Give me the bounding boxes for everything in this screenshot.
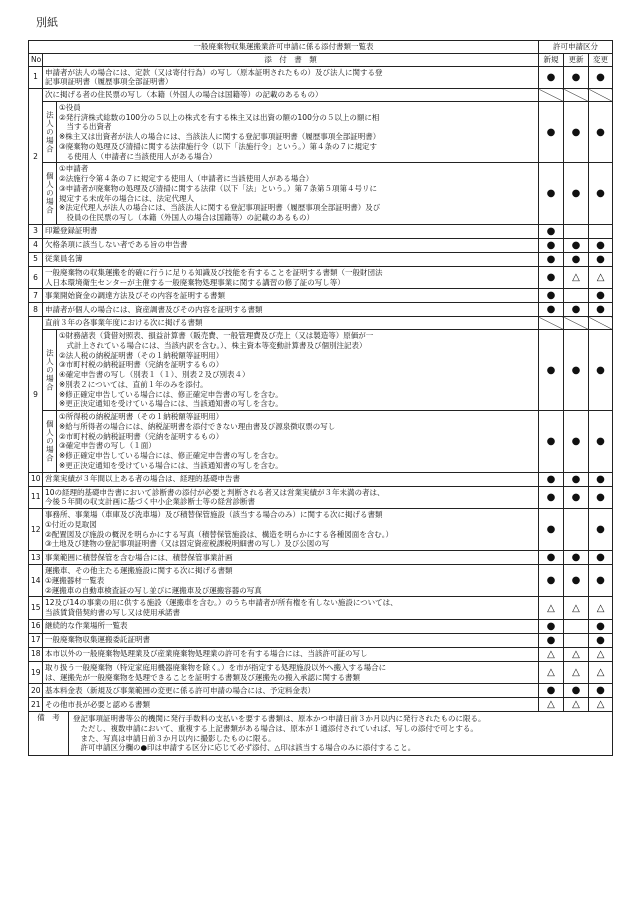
row-number: 17 — [29, 633, 43, 647]
row-number: 18 — [29, 647, 43, 661]
description-line: 従業員名簿 — [45, 254, 83, 264]
description-line: ②法施行令第４条の７に規定する使用人（申請者に当該使用人がある場合） — [59, 174, 314, 183]
mark-renew: ● — [564, 551, 589, 565]
mark-renew: ● — [564, 684, 589, 698]
table-row — [29, 619, 613, 633]
row-number: 2 — [29, 89, 43, 225]
table-row — [29, 266, 613, 289]
description-line: は、運搬先が一般廃棄物を処理できることを証明する書類及び運搬先の搬入承認に関する書類 — [45, 672, 360, 682]
row-number: 16 — [29, 619, 43, 633]
table-row — [29, 66, 613, 89]
row-number: 11 — [29, 486, 43, 509]
table-row — [29, 698, 613, 712]
mark-renew: △ — [564, 647, 589, 661]
mark-change: ● — [589, 565, 613, 597]
description-line: ②発行済株式総数の100分の５以上の株式を有する株主又は出資の額の100分の５以上の額に相 — [59, 112, 380, 122]
mark-change: ● — [589, 472, 613, 486]
mark-renew: ● — [564, 486, 589, 509]
mark-renew: ● — [564, 330, 589, 411]
mark-change: △ — [589, 698, 613, 712]
description-line: ①付近の見取図 — [45, 519, 97, 529]
mark-change — [589, 224, 613, 238]
corp-label: 法人の場合 — [43, 330, 57, 411]
mark-change: △ — [589, 597, 613, 620]
mark-new: ● — [539, 66, 564, 89]
remarks-line: ただし、複数申請において、重複する上記書類がある場合は、原本が１通添付されていれば、写しの添付で可とする。 — [73, 723, 478, 733]
col-docs: 添 付 書 類 — [43, 53, 539, 66]
table-row — [29, 224, 613, 238]
description-line: ①所得税の納税証明書（その１納税額等証明用） — [59, 412, 224, 421]
row-number: 7 — [29, 289, 43, 303]
table-row — [29, 89, 613, 102]
row-number: 12 — [29, 509, 43, 551]
table-row — [29, 565, 613, 597]
document-description — [57, 163, 539, 225]
row-number: 15 — [29, 597, 43, 620]
description-line: ②配置図及び施設の概況を明らかにする写真（積替保管施設は、構造を明らかにする各種図面を含む。） — [45, 529, 393, 539]
description-line: ※修正確定申告している場合には、修正確定申告書の写しを含む。 — [59, 451, 283, 460]
description-line: ③土地及び建物の登記事項証明書（又は固定資産税課税明細書の写し）及び公図の写 — [45, 539, 330, 549]
slash-cell — [564, 89, 589, 102]
table-row — [29, 317, 613, 330]
row-number: 8 — [29, 303, 43, 317]
corp-label: 法人の場合 — [43, 101, 57, 163]
mark-change: ● — [589, 633, 613, 647]
category-header: 許可申請区分 — [539, 41, 613, 54]
mark-change: ● — [589, 66, 613, 89]
row-number: 5 — [29, 252, 43, 266]
page-label: 別紙 — [36, 16, 58, 29]
description-line: 当する出資者 — [59, 122, 112, 132]
document-description — [43, 486, 539, 509]
document-description — [57, 330, 539, 411]
description-line: 直前３年の各事業年度における次に掲げる書類 — [45, 318, 203, 328]
mark-renew: ● — [564, 303, 589, 317]
mark-renew — [564, 289, 589, 303]
mark-renew: △ — [564, 597, 589, 620]
document-description — [43, 224, 539, 238]
description-line: 記事項証明書（履歴事項全部証明書） — [45, 77, 173, 87]
table-row — [29, 597, 613, 620]
description-line: ①役員 — [59, 102, 81, 112]
mark-new: ● — [539, 509, 564, 551]
description-line: その他市長が必要と認める書類 — [45, 699, 150, 709]
remarks-line: 許可申請区分欄の●印は申請する区分に応じて必ず添付、△印は該当する場合のみに添付すること。 — [73, 743, 416, 753]
mark-change: △ — [589, 266, 613, 289]
description-line: ※更正決定通知を受けている場合には、当該通知書の写しを含む。 — [59, 399, 283, 409]
table-row — [29, 486, 613, 509]
document-description — [43, 551, 539, 565]
mark-renew — [564, 619, 589, 633]
table-row — [29, 684, 613, 698]
mark-change: △ — [589, 647, 613, 661]
description-line: 今後５年間の収支計画に基づく中小企業診断士等の経営診断書 — [45, 497, 255, 507]
document-description — [43, 238, 539, 252]
description-line: 規定する未成年の場合には、法定代理人 — [59, 193, 194, 203]
indiv-label: 個人の場合 — [43, 163, 57, 225]
description-line: 運搬車、その他主たる運搬施設に関する次に掲げる書類 — [45, 566, 233, 575]
mark-change: ● — [589, 238, 613, 252]
mark-new: ● — [539, 101, 564, 163]
document-description — [43, 472, 539, 486]
mark-new: △ — [539, 698, 564, 712]
slash-cell — [564, 317, 589, 330]
description-line: 式計上されている場合には、当該内訳を含む。）、株主資本等変動計算書及び個別注記表） — [59, 340, 367, 350]
mark-new: ● — [539, 238, 564, 252]
description-line: 一般廃棄物の収集運搬を的確に行うに足りる知識及び技能を有することを証明する書類（一般財団法 — [45, 267, 383, 277]
document-description — [43, 89, 539, 102]
mark-new: ● — [539, 163, 564, 225]
description-line: 基本料金表（新規及び事業範囲の変更に係る許可申請の場合には、予定料金表） — [45, 685, 315, 695]
description-line: ※法定代理人が法人の場合には、当該法人に関する登記事項証明書（履歴事項全部証明書）及び — [59, 203, 381, 213]
remarks-label: 備 考 — [29, 712, 69, 756]
mark-new: ● — [539, 551, 564, 565]
mark-new: △ — [539, 597, 564, 620]
slash-cell — [539, 317, 564, 330]
document-description — [43, 661, 539, 684]
mark-new: ● — [539, 684, 564, 698]
row-number: 10 — [29, 472, 43, 486]
row-number: 6 — [29, 266, 43, 289]
mark-change: ● — [589, 330, 613, 411]
description-line: 申請者が個人の場合には、資産調書及びその内容を証明する書類 — [45, 304, 263, 314]
mark-change: ● — [589, 684, 613, 698]
mark-new: ● — [539, 252, 564, 266]
slash-cell — [589, 89, 613, 102]
slash-cell — [589, 317, 613, 330]
mark-change: △ — [589, 661, 613, 684]
mark-new: ● — [539, 411, 564, 473]
description-line: る使用人（申請者に当該使用人がある場合） — [59, 151, 217, 161]
mark-renew: ● — [564, 252, 589, 266]
row-number: 13 — [29, 551, 43, 565]
col-no: No — [29, 53, 43, 66]
description-line: ④確定申告書の写し（別表１（１）、別表２及び別表４） — [59, 370, 250, 379]
table-row — [29, 289, 613, 303]
table-row — [29, 647, 613, 661]
row-number: 9 — [29, 317, 43, 472]
description-line: ※株主又は出資者が法人の場合には、当該法人に関する登記事項証明書（履歴事項全部証明書） — [59, 132, 381, 141]
description-line: 事務所、事業場（車庫及び洗車場）及び積替保管施設（該当する場合のみ）に関する次に掲げる書類 — [45, 510, 383, 519]
row-number: 14 — [29, 565, 43, 597]
mark-new: ● — [539, 289, 564, 303]
document-description — [43, 619, 539, 633]
mark-new: ● — [539, 619, 564, 633]
description-line: 申請者が法人の場合には、定款（又は寄付行為）の写し（原本証明されたもの）及び法人に関する登 — [45, 67, 383, 77]
description-line: 欠格条項に該当しない者である旨の申告書 — [45, 240, 188, 250]
row-number: 21 — [29, 698, 43, 712]
mark-renew — [564, 224, 589, 238]
document-description — [43, 303, 539, 317]
description-line: ②運搬車の自動車検査証の写し並びに運搬車及び運搬容器の写真 — [45, 585, 262, 595]
table-row — [29, 661, 613, 684]
description-line: 一般廃棄物収集運搬委託証明書 — [45, 635, 150, 645]
description-line: 人日本環境衛生センターが主催する一般廃棄物処理事業に関する講習の修了証の写し等） — [45, 277, 345, 287]
mark-change: ● — [589, 289, 613, 303]
remarks-line: また、写真は申請日前３か月以内に撮影したものに限る。 — [73, 733, 276, 743]
description-line: 継続的な作業場所一覧表 — [45, 621, 128, 631]
description-line: 営業実績が３年間以上ある者の場合は、経理的基礎申告書 — [45, 474, 240, 484]
description-line: ※別表２については、直前１年のみを添付。 — [59, 379, 208, 389]
description-line: ①運搬器材一覧表 — [45, 575, 105, 585]
mark-new: ● — [539, 224, 564, 238]
table-row — [29, 101, 613, 163]
col-new: 新規 — [539, 53, 564, 66]
mark-renew: △ — [564, 266, 589, 289]
document-description — [43, 509, 539, 551]
document-description — [43, 289, 539, 303]
document-description — [43, 66, 539, 89]
mark-change: ● — [589, 619, 613, 633]
document-description — [43, 266, 539, 289]
description-line: ※更正決定通知を受けている場合には、当該通知書の写しを含む。 — [59, 460, 283, 470]
mark-renew — [564, 633, 589, 647]
mark-renew: ● — [564, 238, 589, 252]
mark-change: ● — [589, 486, 613, 509]
description-line: 12及び14の事業の用に供する施設（運搬車を含む。）のうち申請者が所有権を有しない施設については、 — [45, 598, 398, 608]
description-line: ①申請者 — [59, 164, 89, 174]
table-row — [29, 551, 613, 565]
description-line: ③市町村税の納税証明書（完納を証明するもの） — [59, 360, 224, 370]
mark-new: ● — [539, 266, 564, 289]
description-line: 役員の住民票の写し（本籍（外国人の場合は国籍等）の記載のあるもの） — [59, 213, 314, 222]
mark-new: △ — [539, 647, 564, 661]
document-description — [43, 252, 539, 266]
description-line: ③廃棄物の処理及び清掃に関する法律施行令（以下「法施行令」という。）第４条の７に規定す — [59, 141, 377, 151]
description-line: ※修正確定申告している場合には、修正確定申告書の写しを含む。 — [59, 389, 283, 399]
mark-renew: ● — [564, 66, 589, 89]
mark-new: ● — [539, 303, 564, 317]
mark-new: ● — [539, 330, 564, 411]
document-description — [43, 633, 539, 647]
mark-change: ● — [589, 163, 613, 225]
document-description — [57, 411, 539, 473]
mark-change: ● — [589, 101, 613, 163]
mark-new: ● — [539, 633, 564, 647]
mark-new: ● — [539, 486, 564, 509]
document-description — [43, 684, 539, 698]
description-line: 本市以外の一般廃棄物処理業及び産業廃棄物処理業の許可を有する場合には、当該許可証の写し — [45, 649, 368, 659]
row-number: 19 — [29, 661, 43, 684]
table-row — [29, 411, 613, 473]
document-description — [43, 565, 539, 597]
description-line: ②市町村税の納税証明書（完納を証明するもの） — [59, 431, 224, 441]
table-row — [29, 633, 613, 647]
description-line: 10の経理的基礎申告書において診断書の添付が必要と判断される者又は営業実績が３年未満の者は、 — [45, 487, 385, 497]
row-number: 20 — [29, 684, 43, 698]
row-number: 4 — [29, 238, 43, 252]
col-change: 変更 — [589, 53, 613, 66]
description-line: 印鑑登録証明書 — [45, 226, 98, 236]
mark-renew: ● — [564, 101, 589, 163]
document-description — [43, 647, 539, 661]
attachment-list-table — [28, 40, 613, 712]
mark-renew: ● — [564, 411, 589, 473]
table-title: 一般廃棄物収集運搬業許可申請に係る添付書類一覧表 — [29, 41, 539, 54]
mark-change: ● — [589, 252, 613, 266]
slash-cell — [539, 89, 564, 102]
remarks-line: 登記事項証明書等公的機関に発行手数料の支払いを要する書類は、原本かつ申請日前３か月以内に発行されたものに限る。 — [73, 714, 486, 723]
description-line: 事業開始資金の調達方法及びその内容を証明する書類 — [45, 290, 225, 300]
table-row — [29, 509, 613, 551]
mark-renew: ● — [564, 565, 589, 597]
indiv-label: 個人の場合 — [43, 411, 57, 473]
mark-renew: △ — [564, 661, 589, 684]
description-line: ①財務諸表（貸借対照表、損益計算書（販売費、一般管理費及び売上（又は製造等）原価が一 — [59, 331, 374, 340]
table-row — [29, 238, 613, 252]
row-number: 1 — [29, 66, 43, 89]
document-description — [43, 597, 539, 620]
description-line: 当該賃貸借契約書の写し又は使用承諾書 — [45, 608, 180, 617]
mark-new: ● — [539, 565, 564, 597]
mark-change: ● — [589, 411, 613, 473]
description-line: ②法人税の納税証明書（その１納税額等証明用） — [59, 350, 224, 360]
mark-change: ● — [589, 303, 613, 317]
row-number: 3 — [29, 224, 43, 238]
table-row — [29, 303, 613, 317]
mark-renew: △ — [564, 698, 589, 712]
table-row — [29, 252, 613, 266]
description-line: ※給与所得者の場合には、納税証明書を添付できない理由書及び源泉徴収票の写し — [59, 421, 336, 431]
table-row — [29, 472, 613, 486]
document-description — [43, 317, 539, 330]
mark-change: ● — [589, 509, 613, 551]
mark-renew: ● — [564, 472, 589, 486]
description-line: 取り扱う一般廃棄物（特定家庭用機器廃棄物を除く。）を市が指定する処理施設以外へ搬入する場合に — [45, 662, 387, 672]
description-line: 事業範囲に積替保管を含む場合には、積替保管事業計画 — [45, 552, 233, 562]
remarks-body — [69, 712, 613, 756]
description-line: 次に掲げる者の住民票の写し（本籍（外国人の場合は国籍等）の記載のあるもの） — [45, 90, 323, 99]
col-renew: 更新 — [564, 53, 589, 66]
mark-renew — [564, 509, 589, 551]
mark-new: ● — [539, 472, 564, 486]
description-line: ③確定申告書の写し（１面） — [59, 441, 156, 451]
description-line: ③申請者が廃棄物の処理及び清掃に関する法律（以下「法」という。）第７条第５項第４号リに — [59, 183, 377, 193]
table-row — [29, 330, 613, 411]
mark-new: △ — [539, 661, 564, 684]
document-description — [43, 698, 539, 712]
remarks-table — [28, 711, 613, 756]
mark-renew: ● — [564, 163, 589, 225]
table-row — [29, 163, 613, 225]
mark-change: ● — [589, 551, 613, 565]
document-description — [57, 101, 539, 163]
